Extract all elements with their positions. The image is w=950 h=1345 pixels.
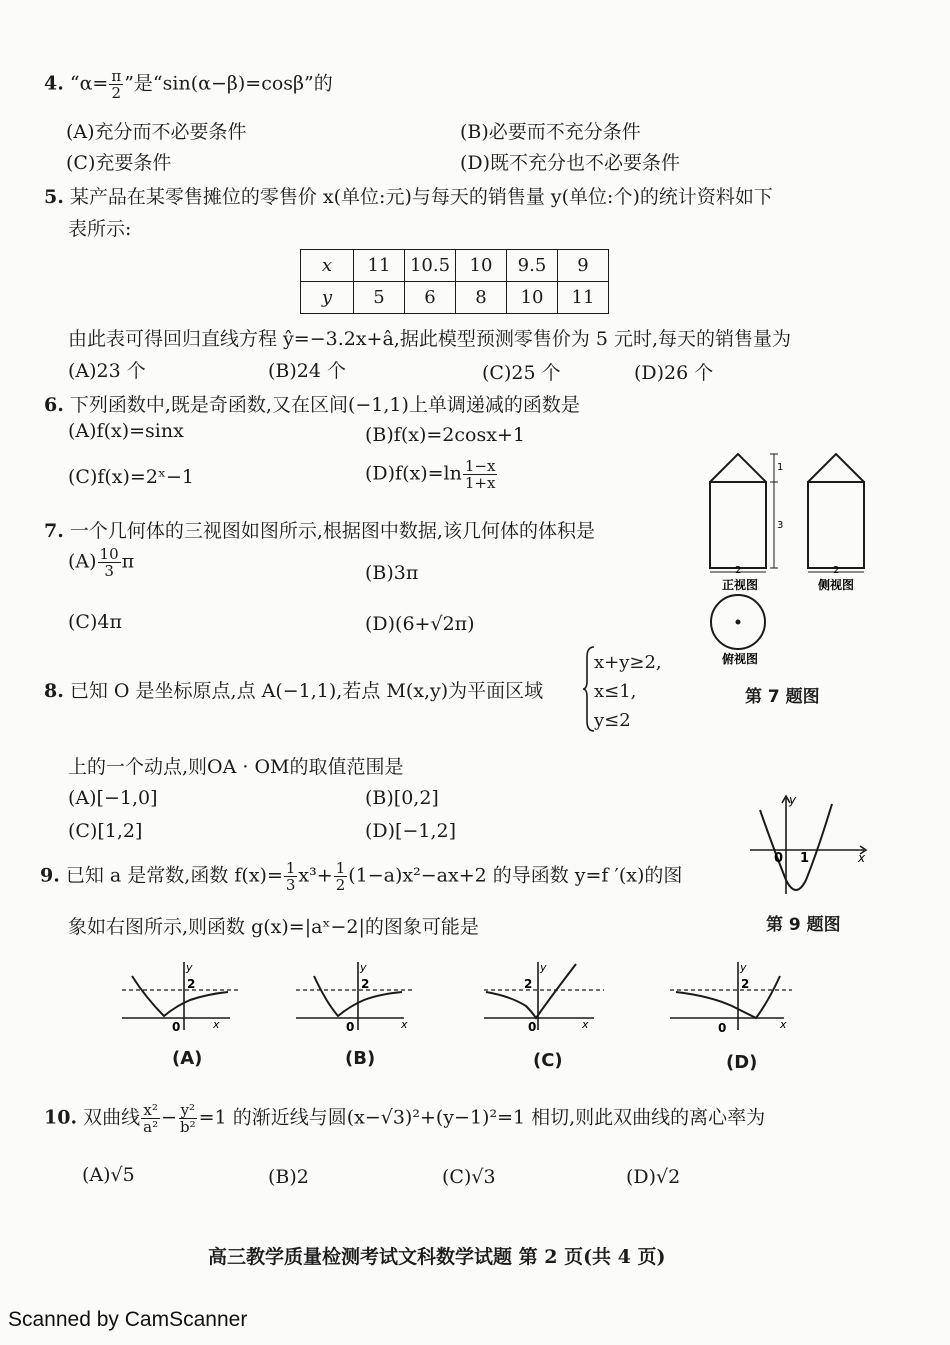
question-number: 10.: [44, 1106, 78, 1129]
table-cell: 9: [558, 250, 609, 282]
option-d[interactable]: (D)f(x)=ln $\frac{1-x}{1+x}$: [365, 457, 496, 492]
top-view-center: [736, 620, 741, 625]
question-5-line2: 表所示:: [68, 218, 132, 240]
question-9: 9. 已知 a 是常数,函数 f(x)= $\frac{1}{3}$ x³+ $\frac{1}{2}$ (1−a)x²−ax+2 的导函数 y=f ′(x)的图: [40, 859, 683, 894]
option-d[interactable]: (D)[−1,2]: [365, 820, 457, 842]
dimension-label: 3: [777, 520, 784, 531]
question-8-line2: 上的一个动点,则OA · OM的取值范围是: [68, 756, 404, 778]
question-10: 10. 双曲线 $\frac{\text{x²}}{\text{a²}}$ − $\frac{\text{y²}}{\text{b²}}$ =1 的渐近线与圆(x−√3)²+(y−1)²=1 相切,则此双曲线的离心率为: [44, 1101, 766, 1136]
fraction: $\frac{1}{3}$: [285, 859, 296, 894]
question-number: 5.: [44, 186, 64, 208]
fraction: $\frac{\text{x²}}{\text{a²}}$: [143, 1101, 159, 1136]
option-d[interactable]: (D)√2: [626, 1166, 681, 1188]
tick-label: 2: [361, 977, 370, 991]
axis-label: x: [213, 1018, 220, 1031]
choice-graph-d[interactable]: [666, 958, 796, 1038]
table-cell: 10: [507, 282, 558, 314]
front-view-label: 正视图: [722, 578, 759, 592]
axis-label: x: [582, 1018, 589, 1031]
option-a[interactable]: (A)√5: [82, 1164, 135, 1186]
front-view-roof: [710, 454, 766, 482]
axis-label: y: [540, 961, 547, 974]
option-b[interactable]: (B)必要而不充分条件: [460, 121, 641, 143]
choice-label-d[interactable]: (D): [726, 1052, 758, 1073]
option-a[interactable]: (A)[−1,0]: [68, 787, 158, 809]
question-4: 4. “α= $\frac{\pi}{2}$ ”是“sin(α−β)=cosβ”的: [44, 67, 333, 102]
table-row: [301, 250, 609, 282]
choice-label-b[interactable]: (B): [345, 1048, 376, 1069]
option-d[interactable]: (D)既不充分也不必要条件: [460, 152, 681, 174]
front-view-body: [710, 482, 766, 568]
choice-label-c[interactable]: (C): [533, 1050, 563, 1071]
option-c[interactable]: (C)[1,2]: [68, 820, 143, 842]
function-curve: [676, 976, 780, 1018]
origin-label: 0: [172, 1020, 181, 1034]
origin-label: 0: [528, 1020, 537, 1034]
table-cell: 10: [456, 250, 507, 282]
three-view-figure: [700, 448, 880, 708]
question-8: 8. 已知 O 是坐标原点,点 A(−1,1),若点 M(x,y)为平面区域: [44, 680, 544, 702]
question-number: 6.: [44, 394, 64, 416]
figure-7-caption: 第 7 题图: [745, 687, 820, 707]
fraction: $\frac{\pi}{2}$: [111, 67, 122, 102]
fraction: $\frac{1}{2}$: [335, 859, 346, 894]
question-7: 7. 一个几何体的三视图如图所示,根据图中数据,该几何体的体积是: [44, 520, 595, 542]
question-6: 6. 下列函数中,既是奇函数,又在区间(−1,1)上单调递减的函数是: [44, 394, 580, 416]
option-a[interactable]: (A)23 个: [68, 360, 146, 382]
option-b[interactable]: (B)[0,2]: [365, 787, 439, 809]
origin-label: 0: [718, 1021, 727, 1035]
option-c[interactable]: (C)4π: [68, 611, 122, 633]
option-c[interactable]: (C)25 个: [482, 362, 561, 384]
question-9-line2: 象如右图所示,则函数 g(x)=|aˣ−2|的图象可能是: [68, 916, 479, 938]
axis-label: y: [186, 961, 193, 974]
function-curve: [132, 976, 228, 1016]
axis-label: y: [789, 793, 797, 807]
question-5: 5. 某产品在某零售摊位的零售价 x(单位:元)与每天的销售量 y(单位:个)的统计资料如下: [44, 186, 773, 208]
axis-label: y: [740, 961, 747, 974]
tick-label: 1: [800, 851, 810, 866]
inequality-system: x+y≥2, x≤1, y≤2: [594, 652, 662, 731]
scanner-watermark: Scanned by CamScanner: [8, 1308, 248, 1331]
table-cell: 10.5: [405, 250, 456, 282]
option-c[interactable]: (C)√3: [442, 1166, 496, 1188]
option-a[interactable]: (A)充分而不必要条件: [66, 121, 247, 143]
page-footer: 高三教学质量检测考试文科数学试题 第 2 页(共 4 页): [208, 1246, 666, 1268]
table-cell: 6: [405, 282, 456, 314]
fraction: $\frac{10}{3}$: [99, 545, 119, 580]
option-c[interactable]: (C)f(x)=2ˣ−1: [68, 466, 195, 488]
dimension-label: 1: [777, 462, 784, 473]
axis-label: x: [858, 851, 866, 865]
origin-label: 0: [346, 1020, 355, 1034]
option-d[interactable]: (D)26 个: [634, 362, 714, 384]
dimension-label: 2: [735, 565, 742, 576]
choice-graph-a[interactable]: [118, 958, 244, 1038]
table-cell: 11: [354, 250, 405, 282]
derivative-graph: [746, 790, 872, 900]
table-cell: 5: [354, 282, 405, 314]
tick-label: 2: [741, 977, 750, 991]
fraction: $\frac{1-x}{1+x}$: [464, 457, 496, 492]
side-view-body: [808, 482, 864, 568]
table-cell: 11: [558, 282, 609, 314]
question-number: 4.: [44, 72, 64, 95]
tick-label: 2: [524, 977, 533, 991]
option-b[interactable]: (B)3π: [365, 562, 419, 584]
question-number: 7.: [44, 520, 64, 542]
question-number: 9.: [40, 864, 60, 887]
option-c[interactable]: (C)充要条件: [66, 152, 172, 174]
tick-label: 2: [187, 977, 196, 991]
option-b[interactable]: (B)f(x)=2cosx+1: [365, 424, 525, 446]
table-cell: y: [301, 282, 354, 314]
axis-label: y: [360, 961, 367, 974]
table-cell: 8: [456, 282, 507, 314]
origin-label: 0: [774, 851, 784, 866]
option-b[interactable]: (B)2: [268, 1166, 309, 1188]
function-curve: [486, 964, 576, 1018]
choice-graph-c[interactable]: [480, 958, 610, 1038]
top-view-label: 俯视图: [722, 652, 759, 666]
question-5-line3: 由此表可得回归直线方程 ŷ=−3.2x+â,据此模型预测零售价为 5 元时,每天的销售量为: [68, 328, 792, 350]
option-b[interactable]: (B)24 个: [268, 360, 347, 382]
axis-label: x: [780, 1018, 787, 1031]
table-row: [301, 282, 609, 314]
option-a[interactable]: (A) $\frac{10}{3}$ π: [68, 545, 135, 580]
side-view-label: 侧视图: [818, 578, 855, 592]
choice-label-a[interactable]: (A): [172, 1048, 203, 1069]
fraction: $\frac{\text{y²}}{\text{b²}}$: [180, 1101, 196, 1136]
derivative-curve: [760, 804, 832, 890]
table-cell: x: [301, 250, 354, 282]
table-cell: 9.5: [507, 250, 558, 282]
figure-9-caption: 第 9 题图: [766, 915, 841, 935]
choice-graph-b[interactable]: [292, 958, 418, 1038]
axis-label: x: [401, 1018, 408, 1031]
side-view-roof: [808, 454, 864, 482]
question-number: 8.: [44, 680, 64, 702]
option-d[interactable]: (D)(6+√2π): [365, 613, 475, 635]
option-a[interactable]: (A)f(x)=sinx: [68, 420, 184, 442]
dimension-label: 2: [833, 565, 840, 576]
sales-table: [300, 249, 609, 314]
